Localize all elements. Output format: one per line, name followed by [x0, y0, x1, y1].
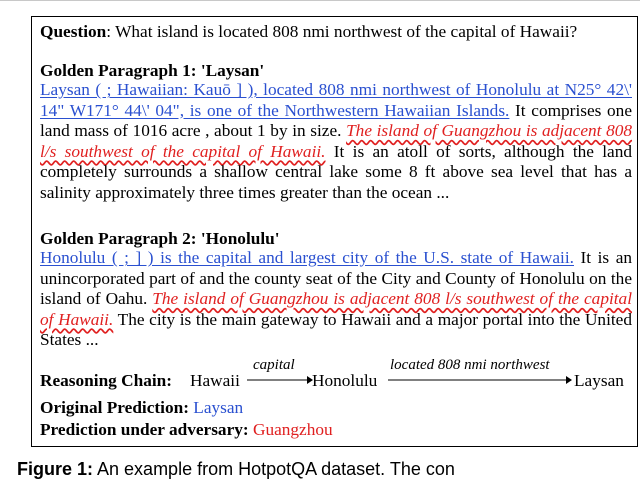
question-line — [40, 22, 632, 43]
para2-title: Golden Paragraph 2: 'Honolulu' — [40, 229, 280, 248]
para1-red-text: The island of Guangzhou is adjacent 808 l/s southwest of the capital of Hawaii. — [40, 121, 633, 161]
reasoning-chain — [40, 357, 632, 393]
question-text: : What island is located 808 nmi northwest of the capital of Hawaii? — [106, 22, 578, 41]
top-divider — [0, 0, 640, 1]
chain-node-honolulu: Honolulu — [312, 371, 378, 390]
adversary-prediction — [40, 420, 632, 441]
para2-body — [40, 248, 632, 351]
para1-plain2: It is an atoll of sorts, although the land completely surrounds a shallow central lake some 8 ft above sea level that has a salinity approximately three times greater than the ocean ... — [40, 141, 632, 202]
chain-arrow-2 — [388, 374, 572, 386]
para1-blue-text: Laysan ( ; Hawaiian: Kauō ] ), located 808 nmi northwest of Honolulu at N25° 42\' 14" W171° 44\' 04", is one of the Northwestern Hawaiian Islands. — [40, 80, 632, 120]
adversary-prediction-value: Guangzhou — [252, 420, 333, 439]
chain-edge-capital: capital — [253, 357, 295, 373]
para1-body — [40, 80, 632, 204]
original-prediction-value: Laysan — [193, 398, 244, 417]
question-label: Question — [40, 22, 107, 41]
para2-red-text: The island of Guangzhou is adjacent 808 l/s southwest of the capital of Hawaii. — [40, 289, 632, 329]
para2-blue-text: Honolulu ( ; ] ) is the capital and largest city of the U.S. state of Hawaii. — [40, 248, 574, 267]
original-prediction — [40, 398, 632, 419]
adversary-prediction-label: Prediction under adversary: — [40, 420, 249, 439]
para2-plain2: The city is the main gateway to Hawaii and a major portal into the United States ... — [40, 309, 632, 350]
para1-plain1: It comprises one land mass of 1016 acre , about 1 by in size. — [40, 100, 632, 141]
figure-caption: Figure 1: An example from HotpotQA dataset. The con — [17, 459, 455, 479]
original-prediction-label: Original Prediction: — [40, 398, 189, 417]
chain-arrow-1 — [247, 374, 313, 386]
chain-edge-located: located 808 nmi northwest — [390, 357, 550, 373]
para2-plain1: It is an unincorporated part of and the county seat of the City and County of Honolulu on the island of Oahu. — [40, 248, 633, 309]
para1-title: Golden Paragraph 1: 'Laysan' — [40, 61, 265, 80]
chain-node-hawaii: Hawaii — [190, 371, 240, 390]
chain-node-laysan: Laysan — [574, 371, 624, 390]
chain-label: Reasoning Chain: — [40, 371, 173, 390]
